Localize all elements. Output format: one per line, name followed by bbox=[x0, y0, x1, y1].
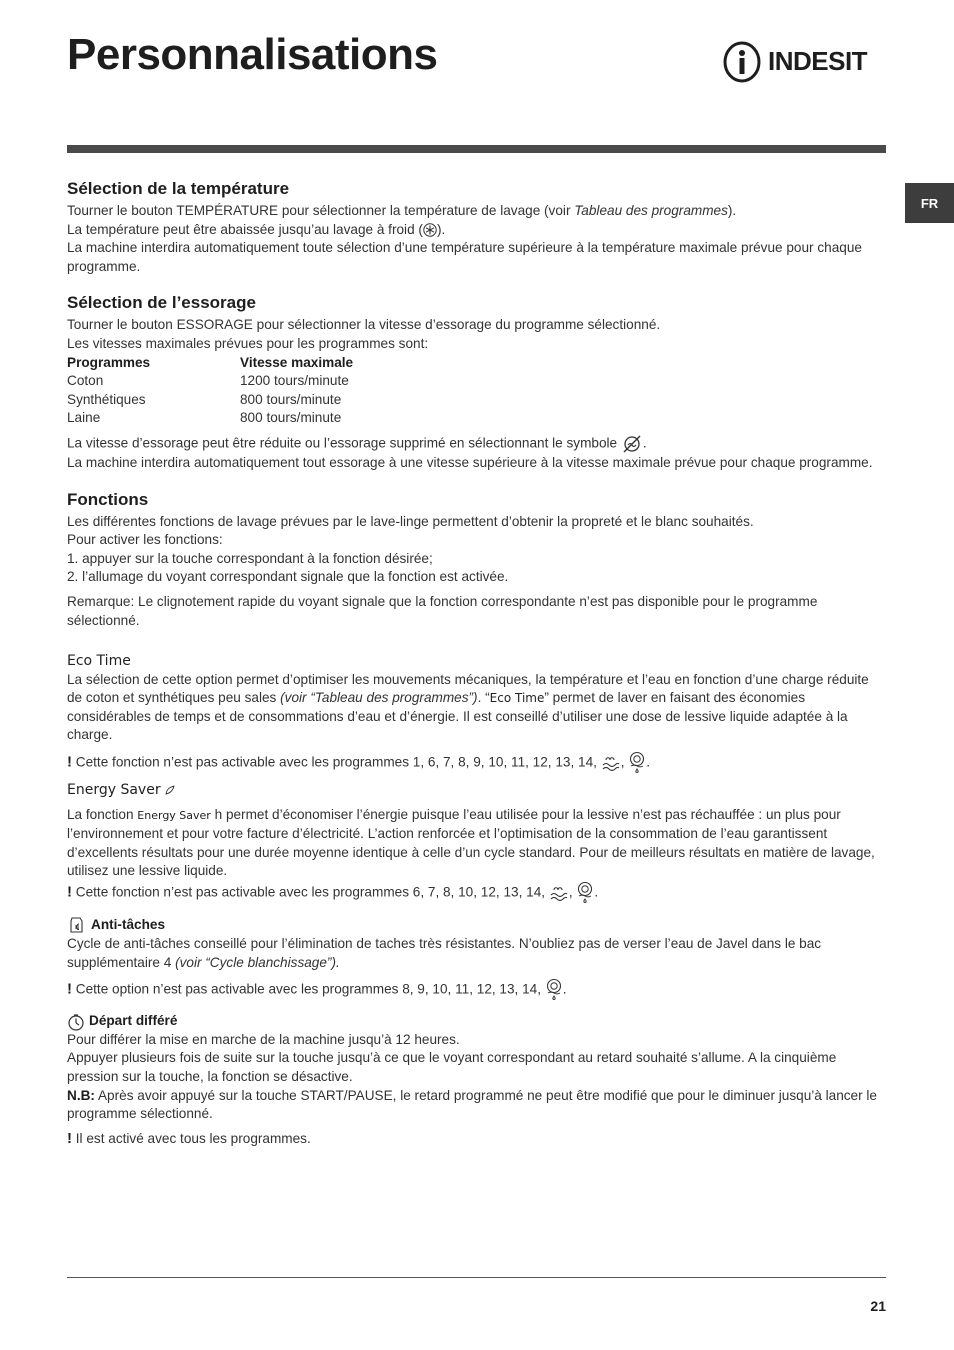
spin-paragraph-2: Les vitesses maximales prévues pour les programmes sont: bbox=[67, 335, 429, 351]
table-cell: Synthétiques bbox=[67, 391, 146, 407]
stain-note: ! Cette option n’est pas activable avec les programmes 8, 9, 10, 11, 12, 13, 14, . bbox=[67, 978, 887, 1002]
spin-section bbox=[67, 292, 887, 472]
delay-heading: Départ différé bbox=[89, 1013, 178, 1029]
spin-paragraph-3: La vitesse d’essorage peut être réduite ou l’essorage supprimé en sélectionnant le symbole . bbox=[67, 434, 887, 454]
functions-paragraph-2: Pour activer les fonctions: bbox=[67, 532, 223, 548]
energysaver-section bbox=[67, 781, 887, 905]
leaf-icon bbox=[165, 785, 175, 795]
no-spin-icon bbox=[621, 434, 643, 454]
spin-drain-icon bbox=[545, 978, 563, 1002]
table-cell: 800 tours/minute bbox=[240, 391, 342, 407]
language-tab: FR bbox=[905, 183, 954, 223]
delay-section bbox=[67, 1012, 887, 1148]
page-title: Personnalisations bbox=[67, 30, 438, 79]
ecotime-paragraph: La sélection de cette option permet d’optimiser les mouvements mécaniques, la température et l’eau en fonction d’une charge réduite de coton et synthétiques peu sales (voir “Tableau des programmes”). “Eco Time” permet de laver en faisant des économies considérables de temps et de consommations d’eau et d’énergie. Il est conseillé d’utiliser une dose de lessive liquide adaptée à la charge. bbox=[67, 671, 869, 743]
spin-paragraph-1: Tourner le bouton ESSORAGE pour sélectionner la vitesse d’essorage du programme sélectionné. bbox=[67, 317, 661, 333]
brand-name: INDESIT bbox=[768, 45, 868, 76]
column-header: Vitesse maximale bbox=[240, 354, 354, 370]
wool-program-icon bbox=[549, 884, 569, 902]
table-header-row bbox=[67, 354, 353, 373]
delay-paragraph-1: Pour différer la mise en marche de la machine jusqu’à 12 heures. bbox=[67, 1031, 460, 1047]
column-header: Programmes bbox=[67, 354, 151, 370]
spin-speed-table bbox=[67, 354, 353, 428]
temperature-paragraph-2: La température peut être abaissée jusqu’au lavage à froid ( ). bbox=[67, 221, 446, 237]
table-cell: 800 tours/minute bbox=[240, 410, 342, 426]
functions-paragraph-1: Les différentes fonctions de lavage prévues par le lave-linge permettent d’obtenir la propreté et le blanc souhaités. bbox=[67, 513, 754, 529]
ecotime-note: ! Cette fonction n’est pas activable avec les programmes 1, 6, 7, 8, 9, 10, 11, 12, 13, 14, , . bbox=[67, 751, 887, 775]
temperature-heading: Sélection de la température bbox=[67, 179, 290, 198]
table-cell: Coton bbox=[67, 373, 104, 389]
stain-paragraph: Cycle de anti-tâches conseillé pour l’élimination de taches très résistantes. N’oubliez pas de verser l’eau de Javel dans le bac supplémentaire 4 (voir “Cycle blanchissage”). bbox=[67, 936, 822, 970]
temperature-paragraph-1: Tourner le bouton TEMPÉRATURE pour sélectionner la température de lavage (voir Tableau des programmes). bbox=[67, 203, 737, 218]
energysaver-label: Energy Saver bbox=[67, 782, 161, 799]
spin-heading: Sélection de l’essorage bbox=[67, 293, 256, 313]
brand-logo bbox=[722, 38, 888, 84]
energysaver-paragraph: La fonction Energy Saver h permet d’économiser l’énergie puisque l’eau utilisée pour la lessive n’est pas réchauffée : un plus pour l’environnement et pour votre facture d’électricité. L’action renforcée et l’optimisation de la consommation de l’eau garantissent d’excellents résultats pour une durée moyenne identique à celle d’un cycle standard. Pour de meilleurs résultats en matière de lavage, utilisez une lessive liquide. bbox=[67, 806, 875, 879]
stain-icon bbox=[67, 915, 87, 935]
delay-nb: N.B: Après avoir appuyé sur la touche START/PAUSE, le retard programmé ne peut être modifié que pour le diminuer jusqu’à lancer le programme sélectionné. bbox=[67, 1087, 877, 1122]
table-row bbox=[67, 372, 353, 391]
page-number: 21 bbox=[870, 1298, 886, 1314]
indesit-logo-icon bbox=[722, 39, 762, 83]
wool-program-icon bbox=[601, 754, 621, 772]
spin-drain-icon bbox=[628, 751, 646, 775]
functions-step-2: 2. l’allumage du voyant correspondant signale que la fonction est activée. bbox=[67, 569, 509, 585]
functions-heading: Fonctions bbox=[67, 489, 149, 509]
functions-step-1: 1. appuyer sur la touche correspondant à la fonction désirée; bbox=[67, 550, 433, 566]
energysaver-note: ! Cette fonction n’est pas activable avec les programmes 6, 7, 8, 10, 12, 13, 14, , . bbox=[67, 881, 887, 905]
ecotime-section bbox=[67, 652, 887, 775]
table-cell: 1200 tours/minute bbox=[240, 373, 349, 389]
table-cell: Laine bbox=[67, 410, 101, 426]
stain-heading: Anti-tâches bbox=[91, 916, 166, 932]
temperature-section bbox=[67, 178, 887, 276]
delay-timer-icon bbox=[67, 1013, 85, 1031]
table-row bbox=[67, 409, 353, 428]
stain-section bbox=[67, 915, 887, 1002]
page-content bbox=[67, 178, 887, 1148]
ecotime-label: Eco Time bbox=[67, 653, 131, 670]
spin-paragraph-4: La machine interdira automatiquement tout essorage à une vitesse supérieure à la vitesse maximale prévue pour chaque programme. bbox=[67, 454, 873, 470]
table-row bbox=[67, 391, 353, 410]
temperature-paragraph-3: La machine interdira automatiquement toute sélection d’une température supérieure à la température maximale prévue pour chaque programme. bbox=[67, 240, 862, 274]
delay-note: ! Il est activé avec tous les programmes. bbox=[67, 1129, 311, 1147]
header-rule bbox=[67, 145, 886, 153]
functions-section bbox=[67, 489, 887, 631]
functions-remark: Remarque: Le clignotement rapide du voyant signale que la fonction correspondante n’est pas disponible pour le programme sélectionné. bbox=[67, 593, 818, 628]
footer-rule bbox=[67, 1277, 886, 1278]
cold-wash-icon bbox=[423, 223, 437, 237]
spin-drain-icon bbox=[576, 881, 594, 905]
delay-paragraph-2: Appuyer plusieurs fois de suite sur la touche jusqu’à ce que le voyant correspondant au retard souhaité s’allume. A la cinquième pression sur la touche, la fonction se désactive. bbox=[67, 1050, 837, 1084]
